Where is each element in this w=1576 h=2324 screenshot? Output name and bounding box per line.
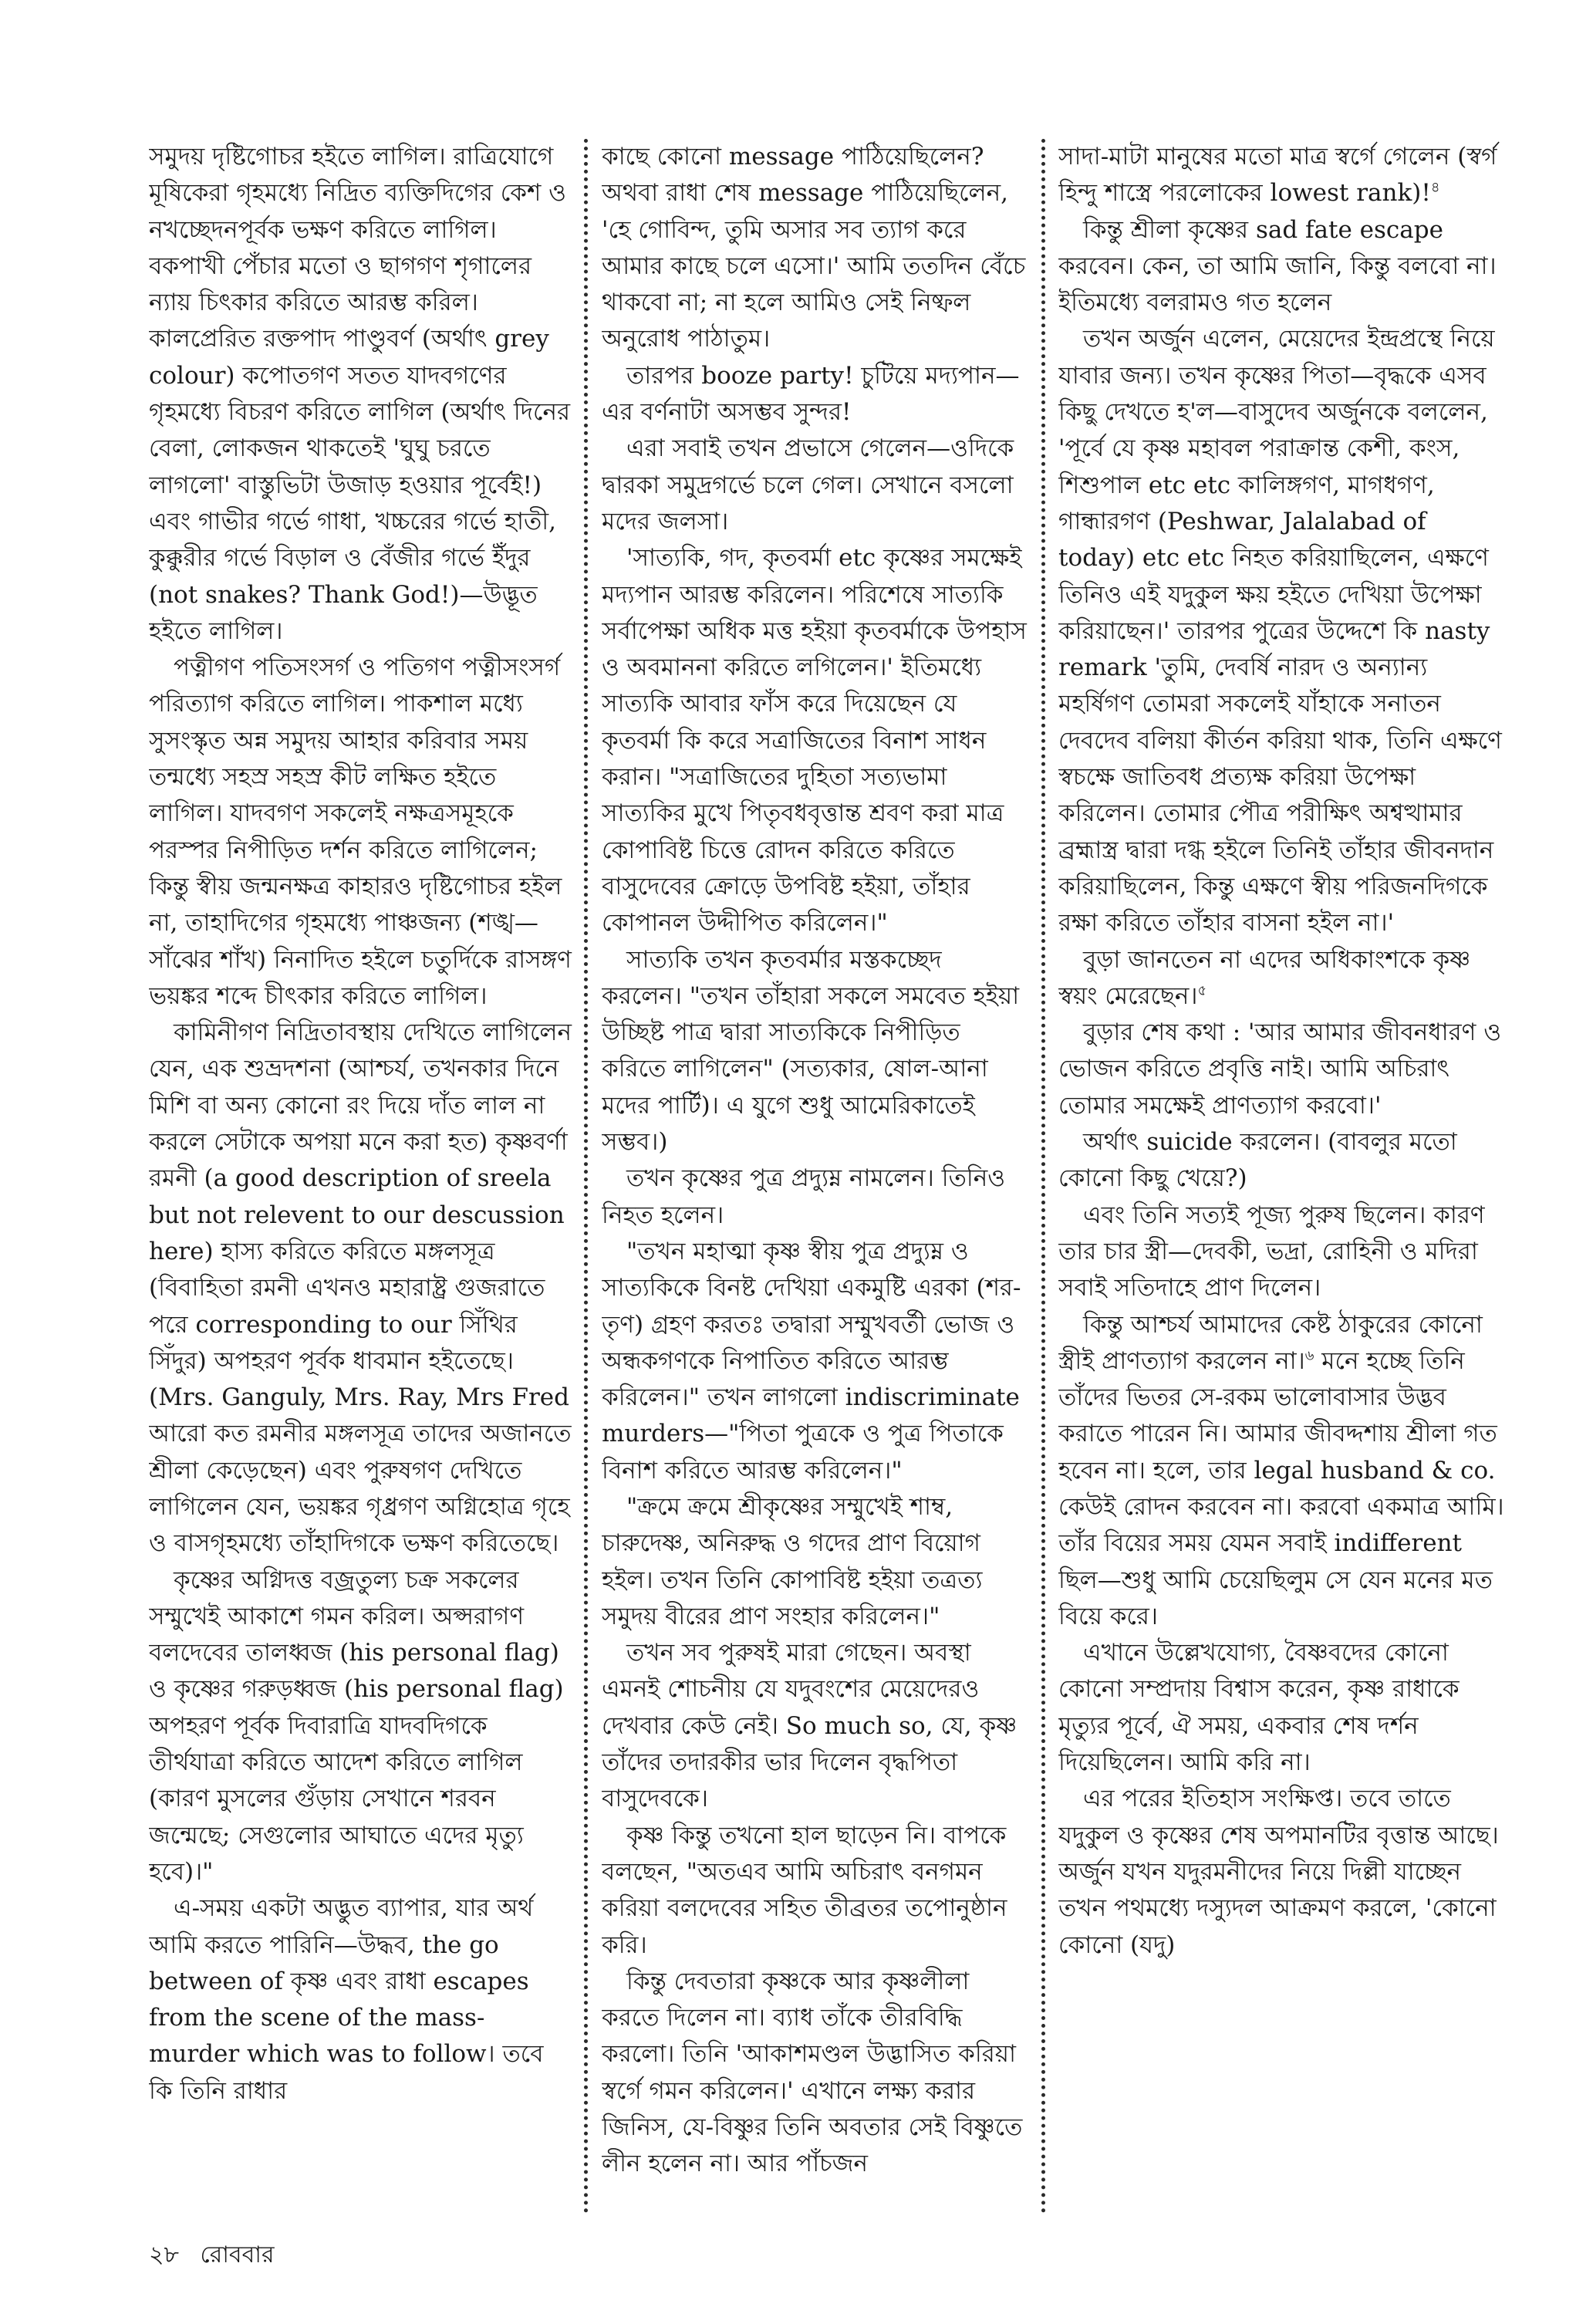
paragraph: বুড়ার শেষ কথা : 'আর আমার জীবনধারণ ও ভোজন করিতে প্রবৃত্তি নাই। আমি অচিরাৎ তোমার সমক্ষেই প্রাণত্যাগ করবো।' [1058, 1018, 1502, 1120]
paragraph-text: মনে হচ্ছে তিনি তাঁদের ভিতর সে-রকম ভালোবাসার উদ্ভব করাতে পারেন নি। আমার জীবদ্দশায় শ্রীলা গত হবেন না। হলে, তার legal husband & co. কেউই রোদন করবেন না। করবো একমাত্র আমি। তাঁর বিয়ের সময় যেমন সবাই indifferent ছিল—শুধু আমি চেয়েছিলুম সে যেন মনের মত বিয়ে করে। [1058, 1346, 1504, 1630]
paragraph: এ-সময় একটা অদ্ভুত ব্যাপার, যার অর্থ আমি করতে পারিনি—উদ্ধব, the go between of কৃষ্ণ এবং রাধা escapes from the scene of the mass-murder which was to follow। তবে কি তিনি রাধার [149, 1894, 544, 2105]
paragraph: অর্থাৎ suicide করলেন। (বাবলুর মতো কোনো কিছু খেয়ে?) [1058, 1128, 1457, 1193]
paragraph [1058, 1307, 1506, 1636]
paragraph: কৃষ্ণ কিন্তু তখনো হাল ছাড়েন নি। বাপকে বলছেন, "অতএব আমি অচিরাৎ বনগমন করিয়া বলদেবের সহিত তীব্রতর তপোনুষ্ঠান করি। [602, 1821, 1007, 1959]
publication-name: রোববার [200, 2241, 275, 2268]
page-footer [149, 2236, 289, 2275]
column-divider [1041, 139, 1045, 2214]
paragraph-text: কিন্তু আশ্চর্য আমাদের কেষ্ট ঠাকুরের কোনো স্ত্রীই প্রাণত্যাগ করলেন না। [1058, 1310, 1483, 1375]
paragraph [1058, 942, 1506, 1015]
paragraph: 'সাত্যকি, গদ, কৃতবর্মা etc কৃষ্ণের সমক্ষেই মদ্যপান আরম্ভ করিলেন। পরিশেষে সাত্যকি সর্বাপেক্ষা অধিক মত্ত হইয়া কৃতবর্মাকে উপহাস ও অবমাননা করিতে লগিলেন।' ইতিমধ্যে সাত্যকি আবার ফাঁস করে দিয়েছেন যে কৃতবর্মা কি করে সত্রাজিতের বিনাশ সাধন করান। "সত্রাজিতের দুহিতা সত্যভামা সাত্যকির মুখে পিতৃবধবৃত্তান্ত শ্রবণ করা মাত্র কোপাবিষ্ট চিত্তে রোদন করিতে করিতে বাসুদেবের ক্রোড়ে উপবিষ্ট হইয়া, তাঁহার কোপানল উদ্দীপিত করিলেন।" [602, 544, 1027, 937]
paragraph: তখন অর্জুন এলেন, মেয়েদের ইন্দ্রপ্রস্থে নিয়ে যাবার জন্য। তখন কৃষ্ণের পিতা—বৃদ্ধকে এসব কিছু দেখতে হ'ল—বাসুদেব অর্জুনকে বললেন, 'পূর্বে যে কৃষ্ণ মহাবল পরাক্রান্ত কেশী, কংস, শিশুপাল etc etc কালিঙ্গগণ, মাগধগণ, গান্ধারগণ (Peshwar, Jalalabad of today) etc etc নিহত করিয়াছিলেন, এক্ষণে তিনিও এই যদুকুল ক্ষয় হইতে দেখিয়া উপেক্ষা করিয়াছেন।' তারপর পুত্রের উদ্দেশে কি nasty remark 'তুমি, দেবর্ষি নারদ ও অন্যান্য মহর্ষিগণ তোমরা সকলেই যাঁহাকে সনাতন দেবদেব বলিয়া কীর্তন করিয়া থাক, তিনি এক্ষণে স্বচক্ষে জাতিবধ প্রত্যক্ষ করিয়া উপেক্ষা করিলেন। তোমার পৌত্র পরীক্ষিৎ অশ্বত্থামার ব্রহ্মাস্ত্র দ্বারা দগ্ধ হইলে তিনিই তাঁহার জীবনদান করিয়াছিলেন, কিন্তু এক্ষণে স্বীয় পরিজনদিগকে রক্ষা করিতে তাঁহার বাসনা হইল না।' [1058, 325, 1502, 937]
paragraph: কিন্তু দেবতারা কৃষ্ণকে আর কৃষ্ণলীলা করতে দিলেন না। ব্যাধ তাঁকে তীরবিদ্ধি করলো। তিনি 'আকাশমণ্ডল উদ্ভাসিত করিয়া স্বর্গে গমন করিলেন।' এখানে লক্ষ্য করার জিনিস, যে-বিষ্ণুর তিনি অবতার সেই বিষ্ণুতে লীন হলেন না। আর পাঁচজন [602, 1967, 1023, 2178]
paragraph: এবং তিনি সত্যই পূজ্য পুরুষ ছিলেন। কারণ তার চার স্ত্রী—দেবকী, ভদ্রা, রোহিনী ও মদিরা সবাই সতিদাহে প্রাণ দিলেন। [1058, 1201, 1485, 1302]
text-column-1 [149, 139, 573, 2292]
paragraph: কামিনীগণ নিদ্রিতাবস্থায় দেখিতে লাগিলেন যেন, এক শুভ্রদশনা (আশ্চর্য, তখনকার দিনে মিশি বা অন্য কোনো রং দিয়ে দাঁত লাল না করলে সেটাকে অপয়া মনে করা হত) কৃষ্ণবর্ণা রমনী (a good description of sreela but not relevent to our descussion here) হাস্য করিতে করিতে মঙ্গলসূত্র (বিবাহিতা রমনী এখনও মহারাষ্ট্র গুজরাতে পরে corresponding to our সিঁথির সিঁদুর) অপহরণ পূর্বক ধাবমান হইতেছে। (Mrs. Ganguly, Mrs. Ray, Mrs Fred আরো কত রমনীর মঙ্গলসূত্র তাদের অজানতে শ্রীলা কেড়েছেন) এবং পুরুষগণ দেখিতে লাগিলেন যেন, ভয়ঙ্কর গৃধ্রগণ অগ্নিহোত্র গৃহে ও বাসগৃহমধ্যে তাঁহাদিগকে ভক্ষণ করিতেছে। [149, 1018, 572, 1558]
footnote-mark: ৪ [1430, 179, 1440, 196]
paragraph: তখন সব পুরুষই মারা গেছেন। অবস্থা এমনই শোচনীয় যে যদুবংশের মেয়েদেরও দেখবার কেউ নেই। So much so, যে, কৃষ্ণ তাঁদের তদারকীর ভার দিলেন বৃদ্ধপিতা বাসুদেবকে। [602, 1639, 1017, 1813]
paragraph [1058, 139, 1506, 212]
column-divider [584, 139, 588, 2214]
paragraph: কৃষ্ণের অগ্নিদত্ত বজ্রতুল্য চক্র সকলের সম্মুখেই আকাশে গমন করিল। অপ্সরাগণ বলদেবের তালধ্বজ (his personal flag) ও কৃষ্ণের গরুড়ধ্বজ (his personal flag) অপহরণ পূর্বক দিবারাত্রি যাদবদিগকে তীর্থযাত্রা করিতে আদেশ করিতে লাগিল (কারণ মুসলের গুঁড়ায় সেখানে শরবন জন্মেছে; সেগুলোর আঘাতে এদের মৃত্যু হবে)।" [149, 1566, 564, 1886]
paragraph: "তখন মহাত্মা কৃষ্ণ স্বীয় পুত্র প্রদ্যুম্ন ও সাত্যকিকে বিনষ্ট দেখিয়া একমুষ্টি এরকা (শর-তৃণ) গ্রহণ করতঃ তদ্বারা সম্মুখবর্তী ভোজ ও অন্ধকগণকে নিপাতিত করিতে আরম্ভ করিলেন।" তখন লাগলো indiscriminate murders—"পিতা পুত্রকে ও পুত্র পিতাকে বিনাশ করিতে আরম্ভ করিলেন।" [602, 1237, 1021, 1485]
paragraph: তারপর booze party! চুটিয়ে মদ্যপান—এর বর্ণনাটা অসম্ভব সুন্দর! [602, 361, 1020, 427]
paragraph: এখানে উল্লেখযোগ্য, বৈষ্ণবদের কোনো কোনো সম্প্রদায় বিশ্বাস করেন, কৃষ্ণ রাধাকে মৃত্যুর পূর্বে, ঐ সময়, একবার শেষ দর্শন দিয়েছিলেন। আমি করি না। [1058, 1639, 1460, 1777]
footnote-mark: ৫ [1197, 982, 1207, 999]
paragraph: তখন কৃষ্ণের পুত্র প্রদ্যুম্ন নামলেন। তিনিও নিহত হলেন। [602, 1164, 1006, 1229]
paragraph: সমুদয় দৃষ্টিগোচর হইতে লাগিল। রাত্রিযোগে মূষিকেরা গৃহমধ্যে নিদ্রিত ব্যক্তিদিগের কেশ ও নখচ্ছেদনপূর্বক ভক্ষণ করিতে লাগিল। বকপাখী পেঁচার মতো ও ছাগগণ শৃগালের ন্যায় চিৎকার করিতে আরম্ভ করিল। কালপ্রেরিত রক্তপাদ পাণ্ডুবর্ণ (অর্থাৎ grey colour) কপোতগণ সতত যাদবগণের গৃহমধ্যে বিচরণ করিতে লাগিল (অর্থাৎ দিনের বেলা, লোকজন থাকতেই 'ঘুঘু চরতে লাগলো' বাস্তুভিটা উজাড় হওয়ার পূর্বেই!) এবং গাভীর গর্ভে গাধা, খচ্চরের গর্ভে হাতী, কুক্কুরীর গর্ভে বিড়াল ও বেঁজীর গর্ভে ইঁদুর (not snakes? Thank God!)—উদ্ভূত হইতে লাগিল। [149, 143, 570, 645]
paragraph: সাত্যকি তখন কৃতবর্মার মস্তকচ্ছেদ করলেন। "তখন তাঁহারা সকলে সমবেত হইয়া উচ্ছিষ্ট পাত্র দ্বারা সাত্যকিকে নিপীড়িত করিতে লাগিলেন" (সত্যকার, ষোল-আনা মদের পার্টি)। এ যুগে শুধু আমেরিকাতেই সম্ভব।) [602, 945, 1020, 1157]
text-column-3 [1058, 139, 1506, 2292]
text-column-2 [602, 139, 1028, 2292]
footnote-mark: ৬ [1304, 1347, 1314, 1364]
page-number: ২৮ [149, 2241, 179, 2268]
paragraph: "ক্রমে ক্রমে শ্রীকৃষ্ণের সম্মুখেই শাম্ব, চারুদেষ্ণ, অনিরুদ্ধ ও গদের প্রাণ বিয়োগ হইল। তখন তিনি কোপাবিষ্ট হইয়া তত্রত্য সমুদয় বীরের প্রাণ সংহার করিলেন।" [602, 1492, 983, 1630]
paragraph: এর পরের ইতিহাস সংক্ষিপ্ত। তবে তাতে যদুকুল ও কৃষ্ণের শেষ অপমানটির বৃত্তান্ত আছে। অর্জুন যখন যদুরমনীদের নিয়ে দিল্লী যাচ্ছেন তখন পথমধ্যে দস্যুদল আক্রমণ করলে, 'কোনো কোনো (যদু) [1058, 1785, 1499, 1959]
paragraph: কাছে কোনো message পাঠিয়েছিলেন? অথবা রাধা শেষ message পাঠিয়েছিলেন, 'হে গোবিন্দ, তুমি অসার সব ত্যাগ করে আমার কাছে চলে এসো।' আমি ততদিন বেঁচে থাকবো না; না হলে আমিও সেই নিষ্ফল অনুরোধ পাঠাতুম। [602, 143, 1026, 353]
paragraph: পত্নীগণ পতিসংসর্গ ও পতিগণ পত্নীসংসর্গ পরিত্যাগ করিতে লাগিল। পাকশাল মধ্যে সুসংস্কৃত অন্ন সমুদয় আহার করিবার সময় তন্মধ্যে সহস্র সহস্র কীট লক্ষিত হইতে লাগিল। যাদবগণ সকলেই নক্ষত্রসমূহকে পরস্পর নিপীড়িত দর্শন করিতে লাগিলেন; কিন্তু স্বীয় জন্মনক্ষত্র কাহারও দৃষ্টিগোচর হইল না, তাহাদিগের গৃহমধ্যে পাঞ্চজন্য (শঙ্খ—সাঁঝের শাঁখ) নিনাদিত হইলে চতুর্দিকে রাসঙ্গণ ভয়ঙ্কর শব্দে চীৎকার করিতে লাগিল। [149, 654, 572, 1010]
paragraph: এরা সবাই তখন প্রভাসে গেলেন—ওদিকে দ্বারকা সমুদ্রগর্ভে চলে গেল। সেখানে বসলো মদের জলসা। [602, 434, 1014, 535]
paragraph: কিন্তু শ্রীলা কৃষ্ণের sad fate escape করবেন। কেন, তা আমি জানি, কিন্তু বলবো না। ইতিমধ্যে বলরামও গত হলেন [1058, 215, 1497, 317]
paragraph-text: সাদা-মাটা মানুষের মতো মাত্র স্বর্গে গেলেন (স্বর্গ হিন্দু শাস্ত্রে পরলোকের lowest rank)! [1058, 143, 1497, 208]
paragraph-text: বুড়া জানতেন না এদের অধিকাংশকে কৃষ্ণ স্বয়ং মেরেছেন। [1058, 945, 1471, 1010]
